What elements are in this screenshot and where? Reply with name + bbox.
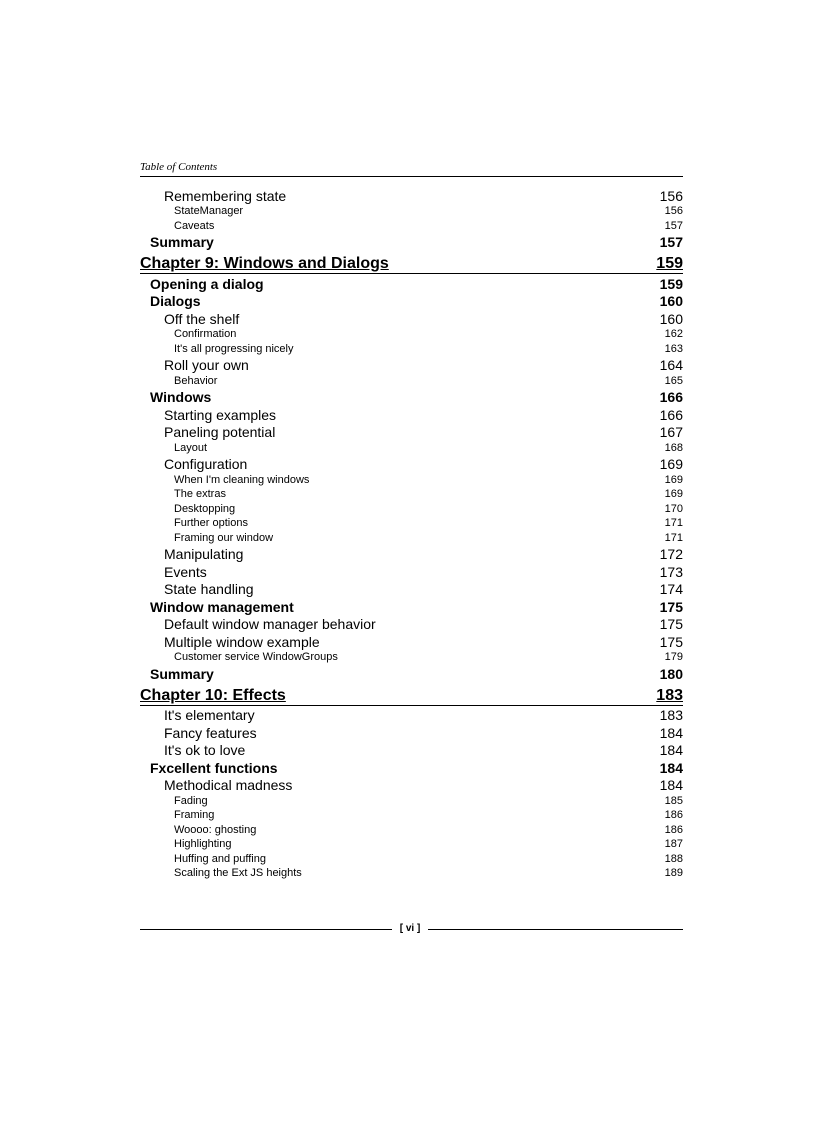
toc-entry-title: Highlighting: [174, 838, 232, 850]
toc-entry-page: 169: [664, 473, 683, 486]
toc-entry-title: Summary: [150, 665, 214, 682]
toc-entry-title: Roll your own: [164, 357, 249, 373]
toc-entry-page: 162: [664, 328, 683, 340]
toc-entry[interactable]: [140, 516, 683, 531]
toc-entry[interactable]: [140, 501, 683, 516]
toc-entry[interactable]: [140, 327, 683, 342]
toc-entry[interactable]: [140, 632, 683, 650]
toc-entry-page: 159: [659, 275, 683, 292]
table-of-contents: [140, 186, 683, 880]
toc-entry-page: 165: [664, 374, 683, 387]
toc-entry[interactable]: [140, 218, 683, 233]
toc-entry[interactable]: [140, 405, 683, 423]
toc-entry[interactable]: [140, 487, 683, 502]
toc-entry-page: 189: [664, 867, 683, 879]
toc-entry-page: 159: [656, 255, 683, 272]
toc-entry-title: Opening a dialog: [150, 275, 264, 292]
toc-entry-title: Windows: [150, 389, 212, 405]
toc-entry-title: Woooo: ghosting: [174, 823, 257, 836]
toc-entry-title: Fxcellent functions: [150, 759, 278, 776]
toc-entry[interactable]: [140, 650, 683, 665]
toc-entry[interactable]: [140, 597, 683, 615]
toc-entry-title: Desktopping: [174, 502, 236, 515]
toc-entry[interactable]: [140, 455, 683, 473]
toc-entry[interactable]: [140, 684, 683, 706]
toc-entry[interactable]: [140, 341, 683, 356]
toc-entry-page: 171: [664, 531, 683, 544]
toc-entry-page: 166: [659, 389, 683, 405]
toc-entry-title: Chapter 10: Effects: [140, 686, 286, 704]
toc-entry[interactable]: [140, 723, 683, 741]
toc-entry-title: It's all progressing nicely: [174, 342, 294, 355]
footer-rule-right: [428, 929, 683, 930]
page-number: [ vi ]: [399, 923, 421, 934]
toc-entry-page: 156: [659, 187, 683, 204]
toc-entry-page: 186: [664, 809, 683, 821]
toc-entry-page: 169: [664, 488, 683, 500]
toc-entry[interactable]: [140, 580, 683, 598]
toc-entry-page: 175: [659, 598, 683, 615]
toc-entry-page: 188: [664, 852, 683, 865]
toc-entry-title: Chapter 9: Windows and Dialogs: [140, 255, 389, 272]
toc-entry-page: 168: [664, 441, 683, 454]
toc-entry-page: 170: [664, 502, 683, 515]
toc-entry-title: It's ok to love: [164, 742, 246, 758]
toc-entry-title: StateManager: [174, 205, 244, 217]
toc-entry[interactable]: [140, 822, 683, 837]
toc-entry-title: Manipulating: [164, 546, 244, 562]
toc-entry-page: 184: [659, 742, 683, 758]
toc-entry-page: 160: [659, 310, 683, 327]
toc-entry-title: Fading: [174, 794, 208, 807]
toc-entry-page: 173: [659, 563, 683, 580]
toc-entry[interactable]: [140, 562, 683, 580]
toc-entry[interactable]: [140, 530, 683, 545]
toc-entry-title: State handling: [164, 581, 254, 597]
toc-entry-title: Multiple window example: [164, 633, 320, 650]
toc-entry-page: 171: [664, 517, 683, 529]
toc-entry-page: 164: [659, 357, 683, 373]
toc-entry-title: Events: [164, 563, 207, 580]
toc-entry[interactable]: [140, 776, 683, 794]
toc-entry[interactable]: [140, 545, 683, 563]
toc-entry-title: Framing: [174, 809, 215, 821]
toc-entry[interactable]: [140, 373, 683, 388]
toc-entry-page: 167: [659, 424, 683, 440]
toc-entry-title: Remembering state: [164, 187, 287, 204]
toc-entry-page: 172: [659, 546, 683, 562]
toc-entry[interactable]: [140, 309, 683, 327]
toc-entry-title: Confirmation: [174, 328, 237, 340]
toc-entry-page: 157: [664, 219, 683, 232]
toc-entry-title: Caveats: [174, 219, 215, 232]
toc-entry-page: 169: [659, 456, 683, 472]
toc-entry-title: Window management: [150, 598, 294, 615]
toc-entry-page: 184: [659, 759, 683, 776]
toc-entry-title: Layout: [174, 441, 208, 454]
page-footer: [140, 921, 683, 937]
toc-entry-title: Framing our window: [174, 531, 274, 544]
toc-entry[interactable]: [140, 440, 683, 455]
toc-entry[interactable]: [140, 186, 683, 204]
toc-entry-page: 166: [659, 406, 683, 423]
toc-entry[interactable]: [140, 706, 683, 724]
toc-entry-page: 156: [664, 205, 683, 217]
toc-entry[interactable]: [140, 793, 683, 808]
toc-entry-title: Off the shelf: [164, 310, 240, 327]
toc-entry-title: Huffing and puffing: [174, 852, 266, 865]
toc-entry[interactable]: [140, 808, 683, 823]
toc-entry-page: 183: [656, 686, 683, 704]
toc-entry-title: When I'm cleaning windows: [174, 473, 310, 486]
toc-entry[interactable]: [140, 758, 683, 776]
toc-entry-title: Paneling potential: [164, 424, 276, 440]
toc-entry[interactable]: [140, 204, 683, 219]
toc-entry-title: Methodical madness: [164, 777, 293, 793]
toc-entry-page: 157: [659, 234, 683, 250]
toc-entry-title: Configuration: [164, 456, 248, 472]
toc-entry-title: The extras: [174, 488, 226, 500]
toc-entry[interactable]: [140, 274, 683, 292]
toc-entry[interactable]: [140, 866, 683, 881]
toc-entry-page: 184: [659, 724, 683, 741]
toc-entry-title: Behavior: [174, 374, 218, 387]
toc-entry-page: 175: [659, 633, 683, 650]
toc-entry[interactable]: [140, 388, 683, 406]
toc-entry[interactable]: [140, 837, 683, 852]
toc-entry-page: 160: [659, 293, 683, 309]
running-header-title: Table of Contents: [140, 161, 218, 173]
toc-entry-page: 163: [664, 342, 683, 355]
toc-entry-title: Starting examples: [164, 406, 277, 423]
toc-entry-page: 184: [659, 777, 683, 793]
toc-entry[interactable]: [140, 423, 683, 441]
toc-entry-title: Scaling the Ext JS heights: [174, 867, 302, 879]
toc-entry-page: 185: [664, 794, 683, 807]
footer-rule-left: [140, 929, 392, 930]
toc-entry-title: Fancy features: [164, 724, 257, 741]
toc-entry-page: 175: [659, 616, 683, 632]
toc-entry-title: Summary: [150, 234, 214, 250]
toc-entry[interactable]: [140, 851, 683, 866]
toc-entry[interactable]: [140, 741, 683, 759]
toc-entry-page: 183: [659, 707, 683, 723]
toc-entry-title: Default window manager behavior: [164, 616, 376, 632]
toc-entry-title: It's elementary: [164, 707, 255, 723]
toc-entry-page: 179: [664, 651, 683, 663]
page-header: [140, 161, 683, 177]
toc-entry[interactable]: [140, 356, 683, 374]
toc-entry-page: 180: [659, 665, 683, 682]
toc-entry[interactable]: [140, 292, 683, 310]
toc-entry[interactable]: [140, 664, 683, 682]
toc-entry[interactable]: [140, 615, 683, 633]
toc-entry-page: 174: [659, 581, 683, 597]
toc-entry-title: Further options: [174, 517, 248, 529]
toc-entry[interactable]: [140, 472, 683, 487]
toc-entry[interactable]: [140, 252, 683, 274]
toc-entry-title: Customer service WindowGroups: [174, 651, 338, 663]
toc-entry-page: 186: [664, 823, 683, 836]
toc-entry-title: Dialogs: [150, 293, 201, 309]
toc-entry[interactable]: [140, 233, 683, 251]
toc-entry-page: 187: [664, 838, 683, 850]
